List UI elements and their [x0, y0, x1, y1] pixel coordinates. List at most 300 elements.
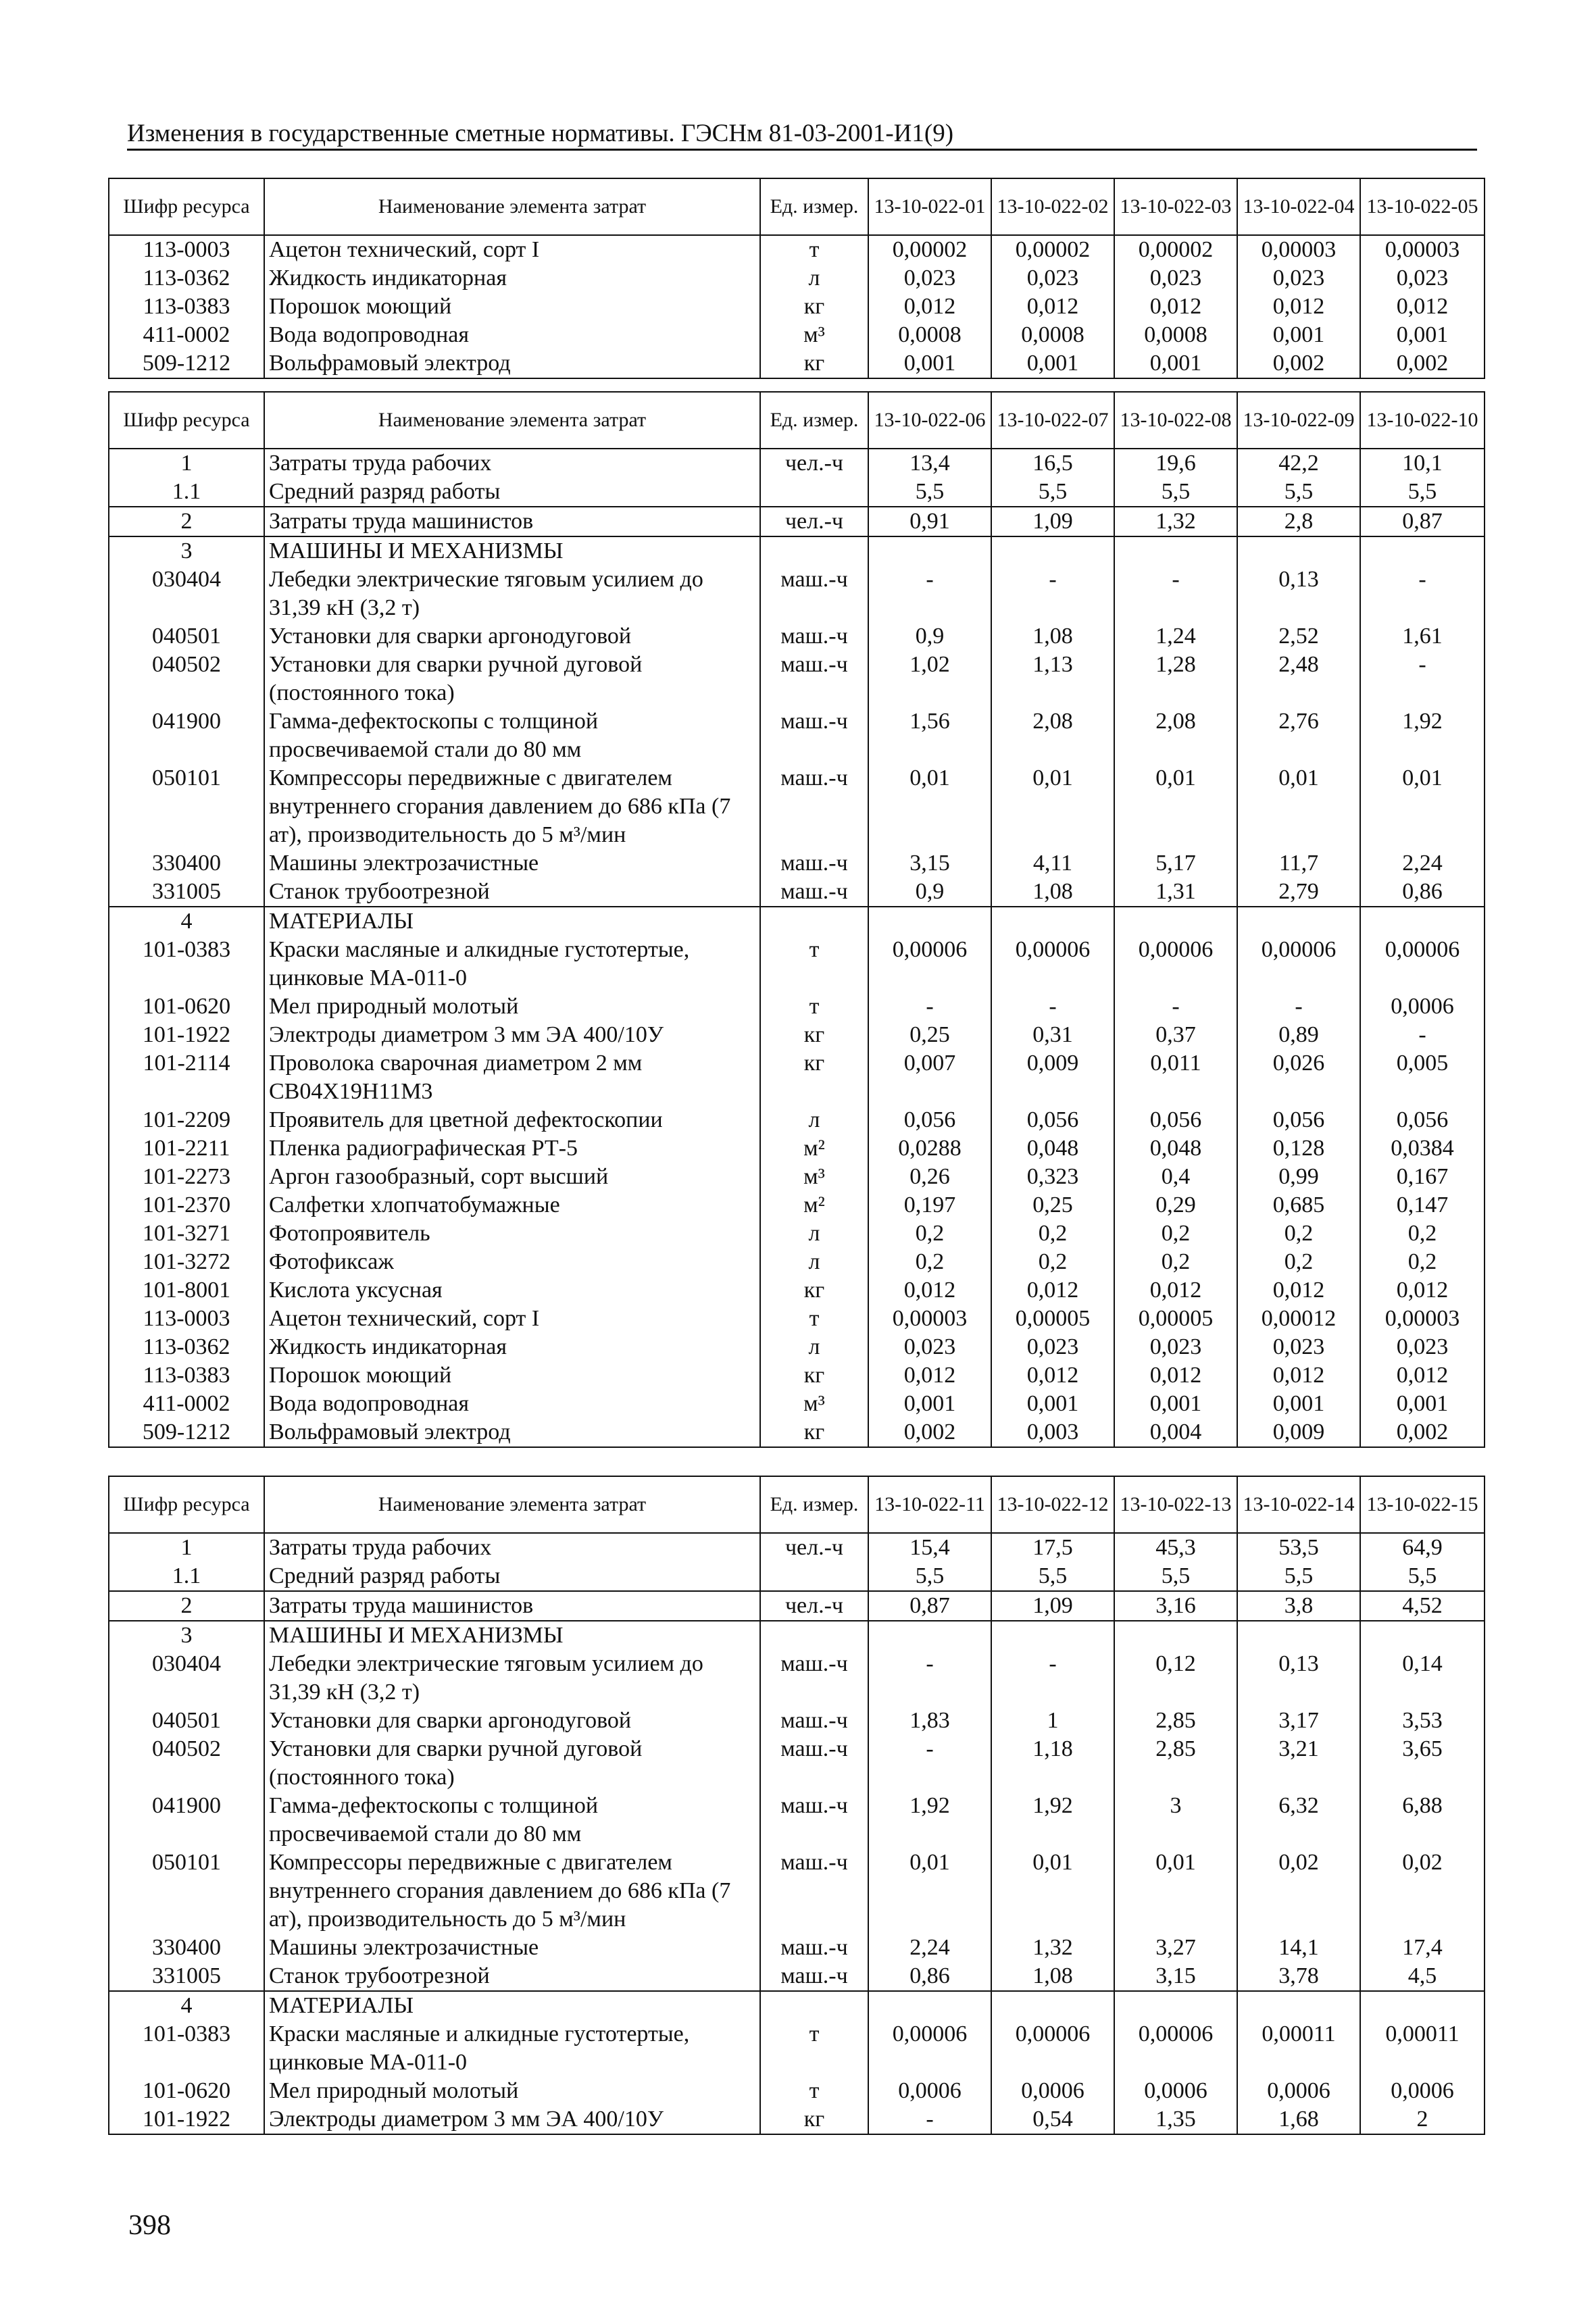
resource-name: Установки для сварки аргонодуговой: [264, 622, 760, 651]
value-cell: 0,00006: [1360, 936, 1485, 992]
table-row: [109, 1219, 1485, 1248]
value-cell: -: [868, 565, 991, 622]
resource-name: Порошок моющий: [264, 1361, 760, 1390]
value-cell: 0,2: [1360, 1248, 1485, 1276]
value-cell: 0,25: [868, 1021, 991, 1049]
table-row: [109, 478, 1485, 507]
resource-code: 113-0383: [109, 293, 264, 321]
table-row: [109, 1248, 1485, 1276]
resource-code: 3: [109, 1621, 264, 1650]
value-cell: 0,012: [1360, 293, 1485, 321]
value-cell: 3,16: [1114, 1591, 1237, 1621]
value-cell: 2,52: [1237, 622, 1360, 651]
resource-code: 101-2114: [109, 1049, 264, 1106]
value-cell: 3,21: [1237, 1735, 1360, 1792]
value-cell: 0,29: [1114, 1191, 1237, 1219]
value-cell: 0,002: [1360, 1418, 1485, 1447]
unit: чел.-ч: [760, 507, 868, 536]
resource-name: Затраты труда машинистов: [264, 1591, 760, 1621]
resource-code: 2: [109, 1591, 264, 1621]
resource-code: 101-3272: [109, 1248, 264, 1276]
value-cell: 0,37: [1114, 1021, 1237, 1049]
resource-code: 1.1: [109, 1562, 264, 1591]
header-norm-code: 13-10-022-10: [1360, 392, 1485, 449]
value-cell: 15,4: [868, 1533, 991, 1562]
resource-code: 113-0383: [109, 1361, 264, 1390]
value-cell: 0,012: [868, 293, 991, 321]
value-cell: 2,85: [1114, 1735, 1237, 1792]
value-cell: 0,003: [991, 1418, 1114, 1447]
value-cell: 1,18: [991, 1735, 1114, 1792]
value-cell: 0,86: [868, 1962, 991, 1991]
value-cell: 0,002: [1237, 349, 1360, 378]
resource-name: Средний разряд работы: [264, 478, 760, 507]
value-cell: 0,002: [868, 1418, 991, 1447]
value-cell: 0,02: [1360, 1848, 1485, 1934]
value-cell: 0,25: [991, 1191, 1114, 1219]
table-row: [109, 1621, 1485, 1650]
table-row: [109, 449, 1485, 478]
value-cell: 1,32: [991, 1934, 1114, 1962]
value-cell: 0,023: [868, 264, 991, 293]
resource-name: МАТЕРИАЛЫ: [264, 907, 760, 936]
unit: [760, 478, 868, 507]
value-cell: 2,8: [1237, 507, 1360, 536]
value-cell: 4,5: [1360, 1962, 1485, 1991]
resource-name: Проявитель для цветной дефектоскопии: [264, 1106, 760, 1134]
value-cell: 0,4: [1114, 1163, 1237, 1191]
table-row: [109, 1591, 1485, 1621]
resource-name: Затраты труда рабочих: [264, 449, 760, 478]
value-cell: 0,012: [1114, 293, 1237, 321]
value-cell: 0,023: [1237, 1333, 1360, 1361]
value-cell: 0,012: [1237, 1276, 1360, 1305]
resource-name: Установки для сварки аргонодуговой: [264, 1707, 760, 1735]
table-row: [109, 507, 1485, 536]
value-cell: 0,01: [868, 764, 991, 849]
value-cell: 0,00006: [1114, 936, 1237, 992]
table-row: [109, 992, 1485, 1021]
unit: маш.-ч: [760, 651, 868, 707]
resource-name: Гамма-дефектоскопы с толщиной просвечиваемой стали до 80 мм: [264, 1792, 760, 1848]
value-cell: 1,83: [868, 1707, 991, 1735]
value-cell: 0,012: [1237, 293, 1360, 321]
value-cell: 5,5: [1114, 1562, 1237, 1591]
resource-code: 040502: [109, 651, 264, 707]
table-row: [109, 1848, 1485, 1934]
value-cell: 0,00003: [1237, 235, 1360, 264]
resource-name: Фотопроявитель: [264, 1219, 760, 1248]
value-cell: 0,99: [1237, 1163, 1360, 1191]
value-cell: 0,056: [868, 1106, 991, 1134]
unit: маш.-ч: [760, 1707, 868, 1735]
table-row: [109, 1418, 1485, 1447]
value-cell: 14,1: [1237, 1934, 1360, 1962]
value-cell: 0,2: [868, 1248, 991, 1276]
header-norm-code: 13-10-022-06: [868, 392, 991, 449]
resource-code: 101-0620: [109, 992, 264, 1021]
value-cell: 0,01: [1114, 764, 1237, 849]
table-row: [109, 1707, 1485, 1735]
value-cell: 2,24: [1360, 849, 1485, 878]
value-cell: 5,5: [868, 478, 991, 507]
value-cell: 1,08: [991, 622, 1114, 651]
resource-code: 330400: [109, 849, 264, 878]
value-cell: 0,00006: [868, 2020, 991, 2077]
table-row: [109, 907, 1485, 936]
unit: чел.-ч: [760, 1533, 868, 1562]
resource-name: Вольфрамовый электрод: [264, 349, 760, 378]
value-cell: 5,5: [1237, 1562, 1360, 1591]
table-row: [109, 1106, 1485, 1134]
value-cell: 17,4: [1360, 1934, 1485, 1962]
table-row: [109, 1163, 1485, 1191]
value-cell: 5,5: [991, 478, 1114, 507]
table-row: [109, 2077, 1485, 2105]
value-cell: 1,08: [991, 878, 1114, 907]
unit: л: [760, 1106, 868, 1134]
value-cell: 4,52: [1360, 1591, 1485, 1621]
resource-code: 1: [109, 449, 264, 478]
unit: маш.-ч: [760, 707, 868, 764]
table-row: [109, 1021, 1485, 1049]
resource-name: Фотофиксаж: [264, 1248, 760, 1276]
value-cell: 1,13: [991, 651, 1114, 707]
resource-name: Вольфрамовый электрод: [264, 1418, 760, 1447]
value-cell: 3,53: [1360, 1707, 1485, 1735]
resource-name: Станок трубоотрезной: [264, 1962, 760, 1991]
value-cell: -: [1360, 651, 1485, 707]
value-cell: 0,056: [1114, 1106, 1237, 1134]
value-cell: 0,023: [991, 264, 1114, 293]
table-row: [109, 1792, 1485, 1848]
table-row: [109, 264, 1485, 293]
resource-code: 101-2209: [109, 1106, 264, 1134]
value-cell: 5,5: [991, 1562, 1114, 1591]
unit: л: [760, 264, 868, 293]
value-cell: -: [868, 2105, 991, 2134]
value-cell: 0,00003: [1360, 1305, 1485, 1333]
value-cell: 0,056: [1237, 1106, 1360, 1134]
resource-name: МАТЕРИАЛЫ: [264, 1991, 760, 2020]
value-cell: 0,048: [991, 1134, 1114, 1163]
header-code: Шифр ресурса: [109, 178, 264, 235]
table-row: [109, 565, 1485, 622]
table-row: [109, 1962, 1485, 1991]
value-cell: 0,01: [991, 764, 1114, 849]
unit: м³: [760, 1390, 868, 1418]
value-cell: -: [1114, 565, 1237, 622]
unit: т: [760, 992, 868, 1021]
table-row: [109, 1134, 1485, 1163]
value-cell: 0,0006: [1114, 2077, 1237, 2105]
value-cell: 6,88: [1360, 1792, 1485, 1848]
value-cell: -: [868, 1735, 991, 1792]
table-row: [109, 764, 1485, 849]
value-cell: 0,685: [1237, 1191, 1360, 1219]
table-row: [109, 1934, 1485, 1962]
value-cell: 3: [1114, 1792, 1237, 1848]
resource-code: 113-0003: [109, 235, 264, 264]
value-cell: 1,28: [1114, 651, 1237, 707]
value-cell: 0,012: [868, 1361, 991, 1390]
resource-name: Проволока сварочная диаметром 2 мм СВ04Х19Н11М3: [264, 1049, 760, 1106]
resource-name: Аргон газообразный, сорт высший: [264, 1163, 760, 1191]
value-cell: 0,012: [991, 1361, 1114, 1390]
value-cell: 0,2: [1114, 1248, 1237, 1276]
value-cell: 0,012: [1114, 1361, 1237, 1390]
value-cell: 0,012: [1360, 1276, 1485, 1305]
value-cell: 0,001: [1360, 321, 1485, 349]
resource-name: Пленка радиографическая РТ-5: [264, 1134, 760, 1163]
resource-code: 509-1212: [109, 1418, 264, 1447]
value-cell: 0,00011: [1237, 2020, 1360, 2077]
value-cell: 0,012: [1237, 1361, 1360, 1390]
value-cell: 0,00011: [1360, 2020, 1485, 2077]
resource-code: 101-8001: [109, 1276, 264, 1305]
value-cell: 1,92: [1360, 707, 1485, 764]
table-row: [109, 1333, 1485, 1361]
value-cell: 2,08: [1114, 707, 1237, 764]
value-cell: 0,86: [1360, 878, 1485, 907]
value-cell: 42,2: [1237, 449, 1360, 478]
value-cell: 0,001: [991, 349, 1114, 378]
value-cell: 0,2: [1360, 1219, 1485, 1248]
value-cell: 19,6: [1114, 449, 1237, 478]
table-row: [109, 1991, 1485, 2020]
value-cell: 0,31: [991, 1021, 1114, 1049]
value-cell: 0,0384: [1360, 1134, 1485, 1163]
resource-code: 040501: [109, 1707, 264, 1735]
value-cell: [1114, 536, 1237, 565]
unit: маш.-ч: [760, 565, 868, 622]
header-norm-code: 13-10-022-02: [991, 178, 1114, 235]
value-cell: 1,24: [1114, 622, 1237, 651]
header-norm-code: 13-10-022-01: [868, 178, 991, 235]
resource-code: 101-0383: [109, 936, 264, 992]
value-cell: 0,012: [1114, 1276, 1237, 1305]
header-norm-code: 13-10-022-13: [1114, 1476, 1237, 1533]
value-cell: 0,2: [991, 1248, 1114, 1276]
resource-code: 1: [109, 1533, 264, 1562]
unit: [760, 1991, 868, 2020]
page-title: Изменения в государственные сметные нормативы. ГЭСНм 81-03-2001-И1(9): [127, 120, 954, 147]
header-unit: Ед. измер.: [760, 392, 868, 449]
resource-code: 101-2211: [109, 1134, 264, 1163]
value-cell: 0,056: [1360, 1106, 1485, 1134]
unit: т: [760, 2077, 868, 2105]
resource-name: Ацетон технический, сорт I: [264, 1305, 760, 1333]
table-row: [109, 1276, 1485, 1305]
resource-name: Краски масляные и алкидные густотертые, цинковые МА-011-0: [264, 2020, 760, 2077]
unit: кг: [760, 293, 868, 321]
value-cell: 0,023: [1114, 1333, 1237, 1361]
value-cell: 0,002: [1360, 349, 1485, 378]
resource-name: Мел природный молотый: [264, 2077, 760, 2105]
resource-code: 101-2273: [109, 1163, 264, 1191]
value-cell: 64,9: [1360, 1533, 1485, 1562]
value-cell: 3,15: [1114, 1962, 1237, 1991]
unit: чел.-ч: [760, 449, 868, 478]
value-cell: 0,056: [991, 1106, 1114, 1134]
value-cell: 0,012: [868, 1276, 991, 1305]
value-cell: -: [868, 1650, 991, 1707]
resource-name: Лебедки электрические тяговым усилием до 31,39 кН (3,2 т): [264, 565, 760, 622]
resource-name: Ацетон технический, сорт I: [264, 235, 760, 264]
table-row: [109, 235, 1485, 264]
value-cell: 2: [1360, 2105, 1485, 2134]
unit: маш.-ч: [760, 1934, 868, 1962]
resource-name: Кислота уксусная: [264, 1276, 760, 1305]
table-row: [109, 321, 1485, 349]
value-cell: 0,01: [868, 1848, 991, 1934]
resource-code: 101-1922: [109, 2105, 264, 2134]
value-cell: 0,00006: [1114, 2020, 1237, 2077]
value-cell: [991, 1621, 1114, 1650]
unit: т: [760, 2020, 868, 2077]
value-cell: [1114, 907, 1237, 936]
resource-name: Машины электрозачистные: [264, 849, 760, 878]
unit: кг: [760, 1418, 868, 1447]
header-code: Шифр ресурса: [109, 392, 264, 449]
resource-code: 040502: [109, 1735, 264, 1792]
value-cell: 0,13: [1237, 1650, 1360, 1707]
value-cell: 0,0008: [1114, 321, 1237, 349]
resource-name: Гамма-дефектоскопы с толщиной просвечиваемой стали до 80 мм: [264, 707, 760, 764]
header-norm-code: 13-10-022-14: [1237, 1476, 1360, 1533]
resource-code: 331005: [109, 878, 264, 907]
table-header-row: [109, 178, 1485, 235]
resource-table-3: [108, 1476, 1485, 2135]
value-cell: 4,11: [991, 849, 1114, 878]
value-cell: 0,00012: [1237, 1305, 1360, 1333]
value-cell: 0,026: [1237, 1049, 1360, 1106]
table-row: [109, 622, 1485, 651]
table-row: [109, 536, 1485, 565]
header-code: Шифр ресурса: [109, 1476, 264, 1533]
resource-code: 411-0002: [109, 1390, 264, 1418]
value-cell: [868, 536, 991, 565]
resource-code: 113-0362: [109, 1333, 264, 1361]
resource-code: 101-1922: [109, 1021, 264, 1049]
value-cell: 3,8: [1237, 1591, 1360, 1621]
unit: м²: [760, 1134, 868, 1163]
value-cell: 3,65: [1360, 1735, 1485, 1792]
value-cell: 0,167: [1360, 1163, 1485, 1191]
value-cell: 0,87: [1360, 507, 1485, 536]
value-cell: 0,023: [1360, 264, 1485, 293]
value-cell: 0,00002: [1114, 235, 1237, 264]
table-row: [109, 849, 1485, 878]
unit: маш.-ч: [760, 1962, 868, 1991]
resource-code: 330400: [109, 1934, 264, 1962]
resource-name: Компрессоры передвижные с двигателем внутреннего сгорания давлением до 686 кПа (7 ат), производительность до 5 м³/мин: [264, 764, 760, 849]
value-cell: 5,5: [868, 1562, 991, 1591]
value-cell: 0,89: [1237, 1021, 1360, 1049]
resource-code: 4: [109, 1991, 264, 2020]
value-cell: 17,5: [991, 1533, 1114, 1562]
unit: т: [760, 235, 868, 264]
value-cell: 0,128: [1237, 1134, 1360, 1163]
unit: [760, 1562, 868, 1591]
header-name: Наименование элемента затрат: [264, 1476, 760, 1533]
value-cell: [1237, 907, 1360, 936]
resource-name: Краски масляные и алкидные густотертые, цинковые МА-011-0: [264, 936, 760, 992]
resource-name: Средний разряд работы: [264, 1562, 760, 1591]
value-cell: [1360, 536, 1485, 565]
value-cell: 0,0006: [1360, 2077, 1485, 2105]
value-cell: 0,001: [1114, 1390, 1237, 1418]
value-cell: [868, 1991, 991, 2020]
table-row: [109, 707, 1485, 764]
value-cell: 0,00006: [991, 936, 1114, 992]
unit: л: [760, 1333, 868, 1361]
resource-code: 101-2370: [109, 1191, 264, 1219]
value-cell: 1,56: [868, 707, 991, 764]
value-cell: 1,92: [868, 1792, 991, 1848]
value-cell: 0,001: [991, 1390, 1114, 1418]
value-cell: 0,012: [991, 1276, 1114, 1305]
table-header-row: [109, 392, 1485, 449]
value-cell: 1,32: [1114, 507, 1237, 536]
value-cell: 0,54: [991, 2105, 1114, 2134]
header-norm-code: 13-10-022-04: [1237, 178, 1360, 235]
value-cell: 0,87: [868, 1591, 991, 1621]
value-cell: -: [991, 992, 1114, 1021]
value-cell: 0,01: [1237, 764, 1360, 849]
value-cell: [868, 1621, 991, 1650]
value-cell: [1360, 907, 1485, 936]
value-cell: 0,001: [1237, 321, 1360, 349]
value-cell: 0,02: [1237, 1848, 1360, 1934]
resource-name: Электроды диаметром 3 мм ЭА 400/10У: [264, 2105, 760, 2134]
value-cell: 5,5: [1360, 1562, 1485, 1591]
value-cell: 2,48: [1237, 651, 1360, 707]
value-cell: [1360, 1991, 1485, 2020]
table-row: [109, 1361, 1485, 1390]
resource-code: 509-1212: [109, 349, 264, 378]
resource-code: 101-3271: [109, 1219, 264, 1248]
unit: кг: [760, 1276, 868, 1305]
value-cell: 0,14: [1360, 1650, 1485, 1707]
unit: кг: [760, 1049, 868, 1106]
header-norm-code: 13-10-022-09: [1237, 392, 1360, 449]
unit: т: [760, 1305, 868, 1333]
resource-code: 2: [109, 507, 264, 536]
value-cell: 0,001: [1114, 349, 1237, 378]
value-cell: 1,09: [991, 507, 1114, 536]
header-norm-code: 13-10-022-11: [868, 1476, 991, 1533]
value-cell: 0,004: [1114, 1418, 1237, 1447]
value-cell: 0,007: [868, 1049, 991, 1106]
resource-name: Установки для сварки ручной дуговой (постоянного тока): [264, 1735, 760, 1792]
table-row: [109, 2020, 1485, 2077]
value-cell: 0,0006: [868, 2077, 991, 2105]
value-cell: 1,09: [991, 1591, 1114, 1621]
value-cell: 0,012: [991, 293, 1114, 321]
value-cell: 3,27: [1114, 1934, 1237, 1962]
unit: м²: [760, 1191, 868, 1219]
unit: [760, 536, 868, 565]
value-cell: -: [991, 1650, 1114, 1707]
value-cell: 0,2: [1114, 1219, 1237, 1248]
unit: маш.-ч: [760, 1848, 868, 1934]
value-cell: [1237, 1991, 1360, 2020]
resource-name: Станок трубоотрезной: [264, 878, 760, 907]
value-cell: -: [1360, 565, 1485, 622]
value-cell: 0,01: [1114, 1848, 1237, 1934]
value-cell: -: [1237, 992, 1360, 1021]
